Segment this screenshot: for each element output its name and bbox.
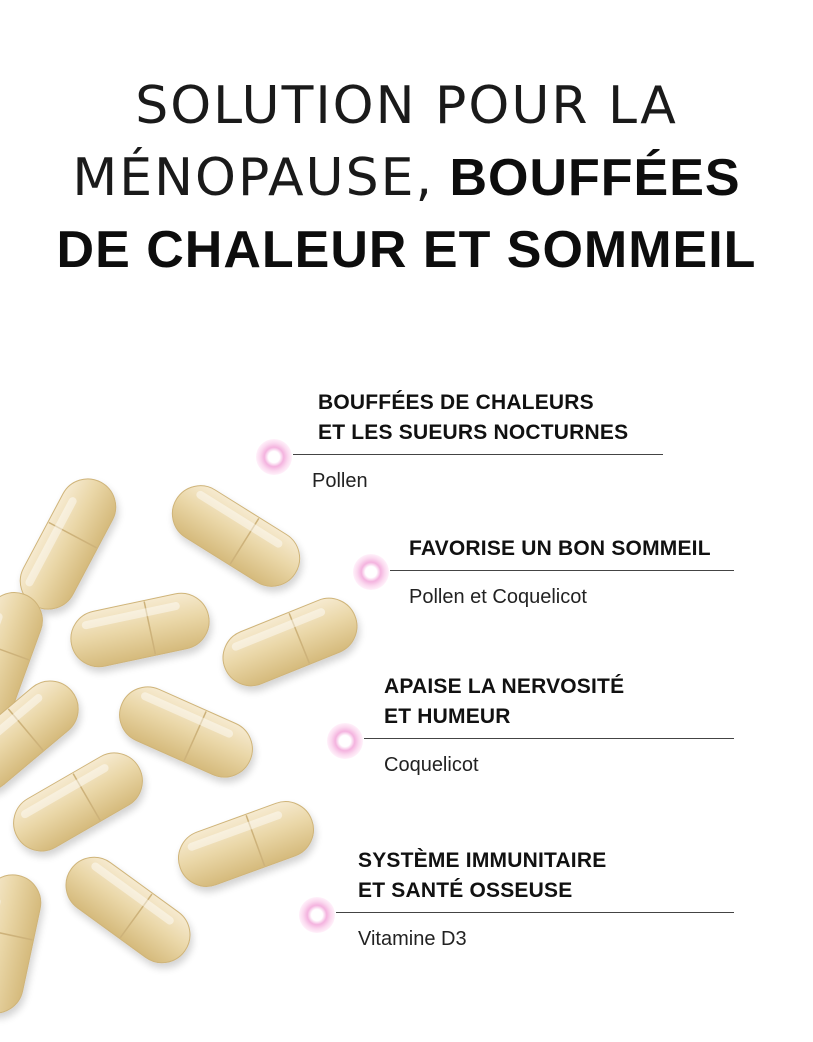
capsule-11 [0,870,46,1019]
benefit-3-divider [364,738,734,739]
benefit-2-title-line-1: FAVORISE UN BON SOMMEIL [409,537,711,560]
headline-line-2-bold: BOUFFÉES [449,149,741,207]
benefit-1 [293,388,663,493]
benefit-4-ingredient: Vitamine D3 [358,928,467,950]
headline-line-1 [0,70,813,142]
capsule-2 [162,475,310,597]
headline [0,70,813,286]
headline-line-3 [0,214,813,286]
benefit-3 [364,672,734,777]
benefit-4-divider [336,912,734,913]
headline-line-2 [0,142,813,214]
benefit-4-title-line-2: ET SANTÉ OSSEUSE [358,879,573,902]
benefit-1-dot [256,439,292,475]
benefit-2-ingredient: Pollen et Coquelicot [409,586,587,608]
headline-line-1-text: SOLUTION POUR LA [135,76,678,136]
benefit-3-ingredient: Coquelicot [384,754,479,776]
benefit-4-title-line-1: SYSTÈME IMMUNITAIRE [358,849,607,872]
benefit-2-divider [390,570,734,571]
benefit-2-dot [353,554,389,590]
benefit-1-ingredient: Pollen [312,470,368,492]
capsule-9 [171,794,322,895]
benefit-4 [336,846,734,951]
benefit-3-dot [327,723,363,759]
benefit-1-title-line-1: BOUFFÉES DE CHALEURS [318,391,594,414]
capsule-4 [215,590,366,694]
benefit-1-title-line-2: ET LES SUEURS NOCTURNES [318,421,629,444]
headline-line-2-thin: MÉNOPAUSE, [72,148,434,208]
benefit-4-dot [299,897,335,933]
headline-line-3-text: DE CHALEUR ET SOMMEIL [56,221,757,279]
benefit-3-title-line-2: ET HUMEUR [384,705,511,728]
benefit-1-divider [293,454,663,455]
benefit-2 [390,534,734,609]
benefit-3-title-line-1: APAISE LA NERVOSITÉ [384,675,625,698]
capsule-3 [66,588,215,672]
